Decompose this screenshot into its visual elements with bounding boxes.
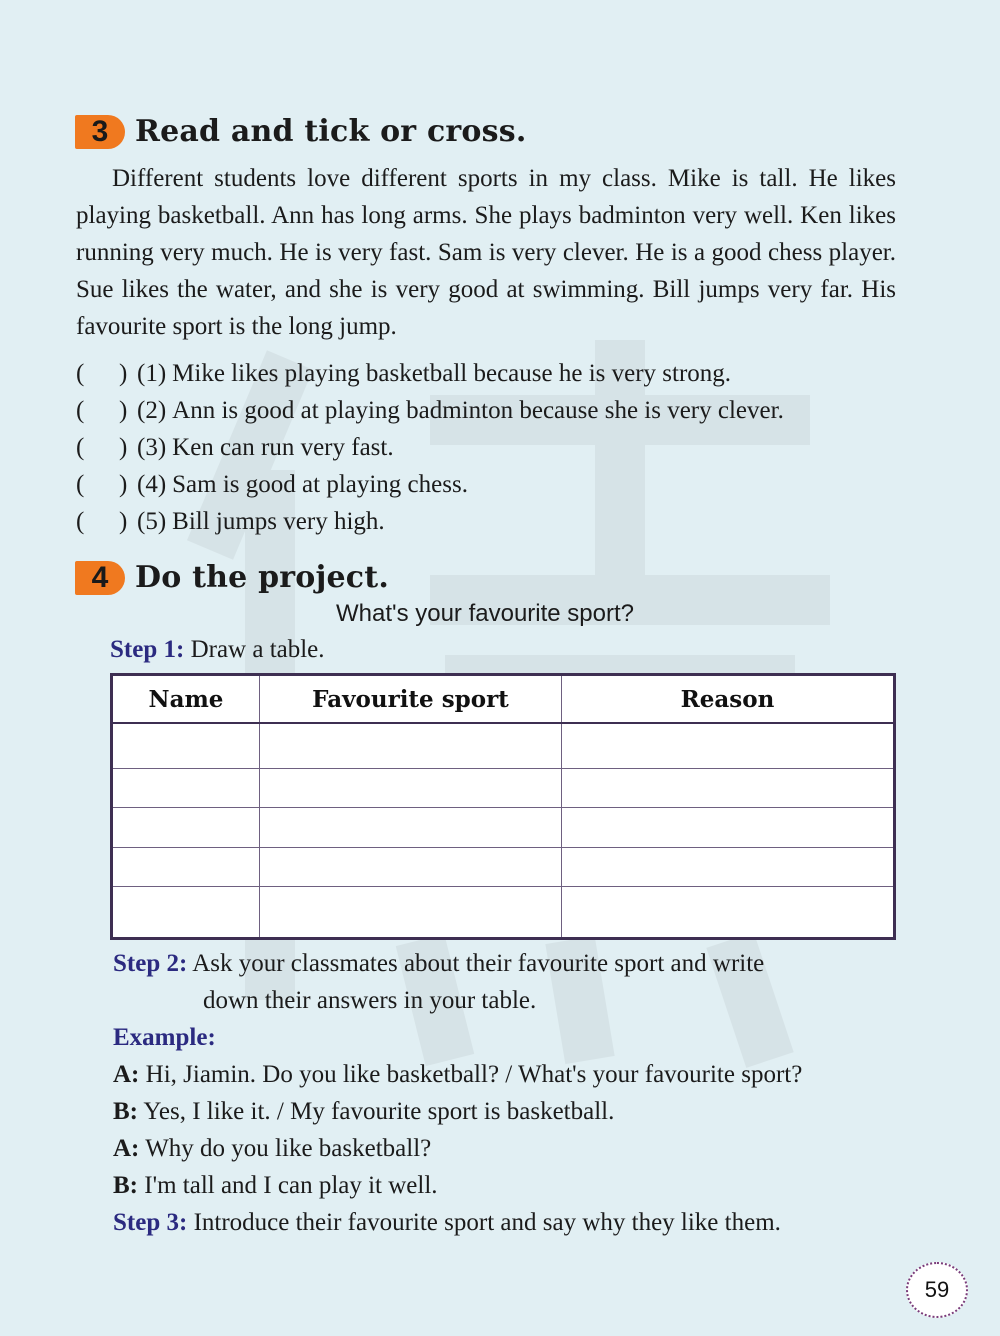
reading-passage: Different students love different sports in my class. Mike is tall. He likes playing basketball. Ann has long arms. She plays badminton very well. Ken likes running very much. He is very fast. Sam is very clever. He is a good chess player. Sue likes the water, and she is very good at swimming. Bill jumps very far. His favourite sport is the long jump. <box>76 165 896 340</box>
table-cell[interactable] <box>112 847 260 886</box>
dialog-line: A: Hi, Jiamin. Do you like basketball? / What's your favourite sport? <box>113 1061 803 1088</box>
tick-cross-list <box>76 355 784 540</box>
dialog-line: B: I'm tall and I can play it well. <box>113 1172 438 1199</box>
table-row <box>112 723 895 769</box>
table-row <box>112 847 895 886</box>
project-table <box>110 673 896 940</box>
table-cell[interactable] <box>260 769 562 808</box>
page-number: 59 <box>906 1262 968 1318</box>
step-3: Step 3: Introduce their favourite sport and say why they like them. <box>113 1209 781 1236</box>
section-3-badge: 3 <box>75 115 125 149</box>
list-item[interactable]: ( ) (2) Ann is good at playing badminton because she is very clever. <box>76 396 784 424</box>
section-3-title: Read and tick or cross. <box>135 114 527 149</box>
column-header-reason: Reason <box>562 675 895 724</box>
table-cell[interactable] <box>260 886 562 938</box>
answer-bracket[interactable]: ( <box>76 470 85 498</box>
section-4-badge: 4 <box>75 561 125 595</box>
step-2-continued: down their answers in your table. <box>203 987 537 1014</box>
project-subtitle: What's your favourite sport? <box>335 600 635 627</box>
column-header-name: Name <box>112 675 260 724</box>
section-4-heading <box>75 560 389 595</box>
answer-bracket[interactable]: ( <box>76 507 85 535</box>
list-item[interactable]: ( ) (3) Ken can run very fast. <box>76 433 394 461</box>
column-header-favourite-sport: Favourite sport <box>260 675 562 724</box>
step-2: Step 2: Ask your classmates about their favourite sport and write <box>113 950 765 977</box>
table-cell[interactable] <box>562 723 895 769</box>
list-item[interactable]: ( ) (5) Bill jumps very high. <box>76 507 385 535</box>
table-cell[interactable] <box>562 886 895 938</box>
table-cell[interactable] <box>260 847 562 886</box>
answer-bracket[interactable]: ( <box>76 433 85 461</box>
table-row <box>112 769 895 808</box>
table-cell[interactable] <box>562 808 895 847</box>
list-item[interactable]: ( ) (1) Mike likes playing basketball because he is very strong. <box>76 359 732 387</box>
section-3-heading <box>75 114 526 149</box>
dialog-line: B: Yes, I like it. / My favourite sport is basketball. <box>113 1098 615 1125</box>
table-cell[interactable] <box>260 723 562 769</box>
list-item[interactable]: ( ) (4) Sam is good at playing chess. <box>76 470 468 498</box>
table-row <box>112 886 895 938</box>
table-cell[interactable] <box>260 808 562 847</box>
table-cell[interactable] <box>112 886 260 938</box>
table-row <box>112 808 895 847</box>
table-cell[interactable] <box>112 808 260 847</box>
answer-bracket[interactable]: ( <box>76 396 85 424</box>
section-4-title: Do the project. <box>135 560 389 595</box>
table-cell[interactable] <box>112 723 260 769</box>
step-1: Step 1: Draw a table. <box>110 636 325 663</box>
table-cell[interactable] <box>562 847 895 886</box>
table-cell[interactable] <box>112 769 260 808</box>
answer-bracket[interactable]: ( <box>76 359 85 387</box>
table-cell[interactable] <box>562 769 895 808</box>
dialog-line: A: Why do you like basketball? <box>113 1135 432 1162</box>
example-label: Example: <box>113 1024 216 1051</box>
